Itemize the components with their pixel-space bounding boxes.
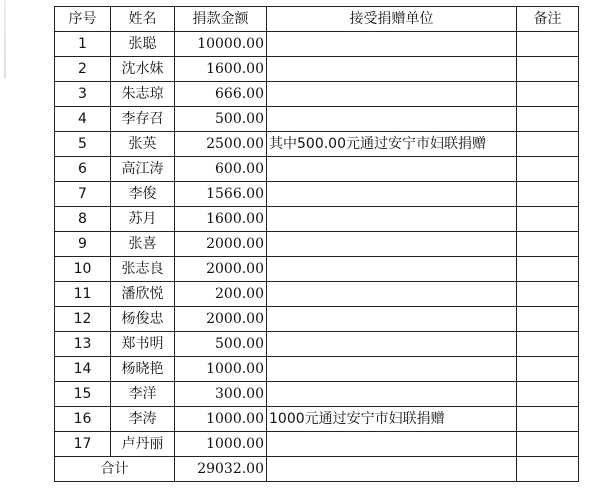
cell-unit bbox=[267, 432, 517, 457]
cell-note bbox=[517, 382, 579, 407]
cell-index: 16 bbox=[55, 407, 111, 432]
cell-unit bbox=[267, 332, 517, 357]
cell-amount: 1566.00 bbox=[175, 182, 267, 207]
cell-name: 李涛 bbox=[111, 407, 175, 432]
cell-index: 12 bbox=[55, 307, 111, 332]
table-row bbox=[55, 407, 579, 432]
table-row bbox=[55, 257, 579, 282]
cell-unit: 1000元通过安宁市妇联捐赠 bbox=[267, 407, 517, 432]
table-row bbox=[55, 182, 579, 207]
cell-amount: 1000.00 bbox=[175, 407, 267, 432]
donation-table-wrapper bbox=[54, 6, 579, 482]
cell-unit bbox=[267, 382, 517, 407]
cell-note bbox=[517, 432, 579, 457]
cell-amount: 1600.00 bbox=[175, 207, 267, 232]
cell-unit bbox=[267, 257, 517, 282]
cell-note bbox=[517, 132, 579, 157]
left-edge-divider bbox=[4, 0, 6, 78]
total-note bbox=[517, 457, 579, 482]
cell-name: 张志良 bbox=[111, 257, 175, 282]
cell-name: 李俊 bbox=[111, 182, 175, 207]
table-row bbox=[55, 82, 579, 107]
cell-note bbox=[517, 407, 579, 432]
header-note: 备注 bbox=[517, 7, 579, 32]
cell-index: 6 bbox=[55, 157, 111, 182]
cell-amount: 600.00 bbox=[175, 157, 267, 182]
cell-note bbox=[517, 82, 579, 107]
cell-amount: 300.00 bbox=[175, 382, 267, 407]
cell-note bbox=[517, 107, 579, 132]
table-row bbox=[55, 282, 579, 307]
cell-amount: 500.00 bbox=[175, 107, 267, 132]
cell-index: 8 bbox=[55, 207, 111, 232]
table-row bbox=[55, 357, 579, 382]
cell-index: 10 bbox=[55, 257, 111, 282]
total-amount: 29032.00 bbox=[175, 457, 267, 482]
cell-name: 李洋 bbox=[111, 382, 175, 407]
cell-name: 苏月 bbox=[111, 207, 175, 232]
cell-name: 张英 bbox=[111, 132, 175, 157]
total-row bbox=[55, 457, 579, 482]
table-row bbox=[55, 157, 579, 182]
cell-name: 潘欣悦 bbox=[111, 282, 175, 307]
table-row bbox=[55, 57, 579, 82]
header-name: 姓名 bbox=[111, 7, 175, 32]
cell-amount: 200.00 bbox=[175, 282, 267, 307]
cell-name: 张喜 bbox=[111, 232, 175, 257]
cell-unit bbox=[267, 232, 517, 257]
cell-unit bbox=[267, 207, 517, 232]
table-row bbox=[55, 332, 579, 357]
header-amount: 捐款金额 bbox=[175, 7, 267, 32]
cell-note bbox=[517, 307, 579, 332]
cell-note bbox=[517, 332, 579, 357]
cell-index: 1 bbox=[55, 32, 111, 57]
cell-unit bbox=[267, 32, 517, 57]
cell-name: 李存召 bbox=[111, 107, 175, 132]
cell-note bbox=[517, 257, 579, 282]
cell-unit bbox=[267, 157, 517, 182]
cell-index: 13 bbox=[55, 332, 111, 357]
table-row bbox=[55, 107, 579, 132]
cell-unit bbox=[267, 282, 517, 307]
cell-unit bbox=[267, 57, 517, 82]
cell-name: 高江涛 bbox=[111, 157, 175, 182]
cell-amount: 1000.00 bbox=[175, 357, 267, 382]
table-header-row bbox=[55, 7, 579, 32]
table-row bbox=[55, 432, 579, 457]
cell-note bbox=[517, 182, 579, 207]
table-row bbox=[55, 132, 579, 157]
cell-index: 7 bbox=[55, 182, 111, 207]
table-body bbox=[55, 32, 579, 457]
table-row bbox=[55, 207, 579, 232]
cell-amount: 2000.00 bbox=[175, 307, 267, 332]
cell-unit bbox=[267, 182, 517, 207]
header-index: 序号 bbox=[55, 7, 111, 32]
table-row bbox=[55, 307, 579, 332]
cell-name: 张聪 bbox=[111, 32, 175, 57]
donation-table bbox=[54, 6, 579, 482]
total-unit bbox=[267, 457, 517, 482]
cell-note bbox=[517, 207, 579, 232]
cell-name: 杨晓艳 bbox=[111, 357, 175, 382]
table-row bbox=[55, 32, 579, 57]
cell-name: 朱志琼 bbox=[111, 82, 175, 107]
cell-note bbox=[517, 232, 579, 257]
cell-index: 11 bbox=[55, 282, 111, 307]
cell-note bbox=[517, 157, 579, 182]
top-crop-mask bbox=[54, 0, 580, 6]
cell-amount: 2000.00 bbox=[175, 257, 267, 282]
cell-index: 17 bbox=[55, 432, 111, 457]
cell-amount: 2000.00 bbox=[175, 232, 267, 257]
header-unit: 接受捐赠单位 bbox=[267, 7, 517, 32]
cell-name: 沈水妹 bbox=[111, 57, 175, 82]
cell-amount: 2500.00 bbox=[175, 132, 267, 157]
cell-amount: 1600.00 bbox=[175, 57, 267, 82]
cell-amount: 10000.00 bbox=[175, 32, 267, 57]
table-row bbox=[55, 382, 579, 407]
cell-note bbox=[517, 32, 579, 57]
cell-index: 15 bbox=[55, 382, 111, 407]
cell-index: 2 bbox=[55, 57, 111, 82]
total-label: 合计 bbox=[55, 457, 175, 482]
cell-amount: 1000.00 bbox=[175, 432, 267, 457]
cell-index: 9 bbox=[55, 232, 111, 257]
cell-name: 郑书明 bbox=[111, 332, 175, 357]
cell-name: 杨俊忠 bbox=[111, 307, 175, 332]
cell-amount: 500.00 bbox=[175, 332, 267, 357]
cell-index: 14 bbox=[55, 357, 111, 382]
cell-note bbox=[517, 282, 579, 307]
cell-unit bbox=[267, 107, 517, 132]
cell-unit bbox=[267, 357, 517, 382]
cell-index: 4 bbox=[55, 107, 111, 132]
cell-note bbox=[517, 357, 579, 382]
cell-index: 3 bbox=[55, 82, 111, 107]
cell-unit bbox=[267, 82, 517, 107]
cell-amount: 666.00 bbox=[175, 82, 267, 107]
cell-unit: 其中500.00元通过安宁市妇联捐赠 bbox=[267, 132, 517, 157]
table-row bbox=[55, 232, 579, 257]
cell-index: 5 bbox=[55, 132, 111, 157]
cell-note bbox=[517, 57, 579, 82]
cell-unit bbox=[267, 307, 517, 332]
cell-name: 卢丹丽 bbox=[111, 432, 175, 457]
